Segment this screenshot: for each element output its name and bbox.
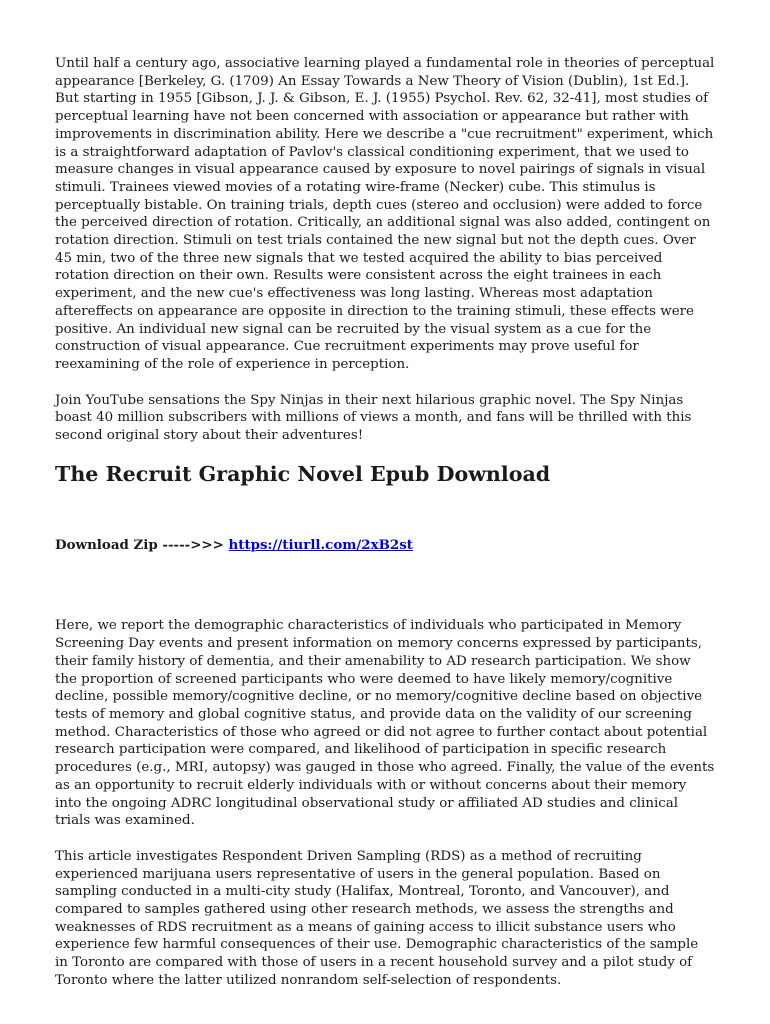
body-paragraph-perceptual-learning: Until half a century ago, associative learning played a fundamental role in theories of perceptual appearance [Berkeley, G. (1709) An Essay Towards a New Theory of Vision (Dublin), 1st Ed.]. But starting in 1955 [Gibson, J. J. & Gibson, E. J. (1955) Psychol. Rev. 62, 32-41], most studies of perceptual learning have not been concerned with association or appearance but rather with improvements in discrimination ability. Here we describe a "cue recruitment" experiment, which is a straightforward adaptation of Pavlov's classical conditioning experiment, that we used to measure changes in visual appearance caused by exposure to novel pairings of signals in visual stimuli. Trainees viewed movies of a rotating wire-frame (Necker) cube. This stimulus is perceptually bistable. On training trials, depth cues (stereo and occlusion) were added to force the perceived direction of rotation. Critically, an additional signal was also added, contingent on rotation direction. Stimuli on test trials contained the new signal but not the depth cues. Over 45 min, two of the three new signals that we tested acquired the ability to bias perceived rotation direction on their own. Results were consistent across the eight trainees in each experiment, and the new cue's effectiveness was long lasting. Whereas most adaptation aftereffects on appearance are opposite in direction to the training stimuli, these effects were positive. An individual new signal can be recruited by the visual system as a cue for the construction of visual appearance. Cue recruitment experiments may prove useful for reexamining of the role of experience in perception. [55,56,715,372]
download-label: Download Zip ----->>> [55,536,229,553]
body-paragraph-memory-screening: Here, we report the demographic characteristics of individuals who participated in Memory Screening Day events and present information on memory concerns expressed by participants, their family history of dementia, and their amenability to AD research participation. We show the proportion of screened participants who were deemed to have likely memory/cognitive decline, possible memory/cognitive decline, or no memory/cognitive decline based on objective tests of memory and global cognitive status, and provide data on the validity of our screening method. Characteristics of those who agreed or did not agree to further contact about potential research participation were compared, and likelihood of participation in specific research procedures (e.g., MRI, autopsy) was gauged in those who agreed. Finally, the value of the events as an opportunity to recruit elderly individuals with or without concerns about their memory into the ongoing ADRC longitudinal observational study or affiliated AD studies and clinical trials was examined. [55,618,715,829]
download-line [55,537,715,555]
download-link[interactable]: https://tiurll.com/2xB2st [228,536,413,553]
body-paragraph-spy-ninjas: Join YouTube sensations the Spy Ninjas in their next hilarious graphic novel. The Spy Ninjas boast 40 million subscribers with millions of views a month, and fans will be thrilled with this second original story about their adventures! [55,392,692,444]
page-heading: The Recruit Graphic Novel Epub Download [55,461,551,486]
document-page [55,55,715,990]
body-paragraph-rds-sampling: This article investigates Respondent Driven Sampling (RDS) as a method of recruiting experienced marijuana users representative of users in the general population. Based on sampling conducted in a multi-city study (Halifax, Montreal, Toronto, and Vancouver), and compared to samples gathered using other research methods, we assess the strengths and weaknesses of RDS recruitment as a means of gaining access to illicit substance users who experience few harmful consequences of their use. Demographic characteristics of the sample in Toronto are compared with those of users in a recent household survey and a pilot study of Toronto where the latter utilized nonrandom self-selection of respondents. [55,848,699,988]
